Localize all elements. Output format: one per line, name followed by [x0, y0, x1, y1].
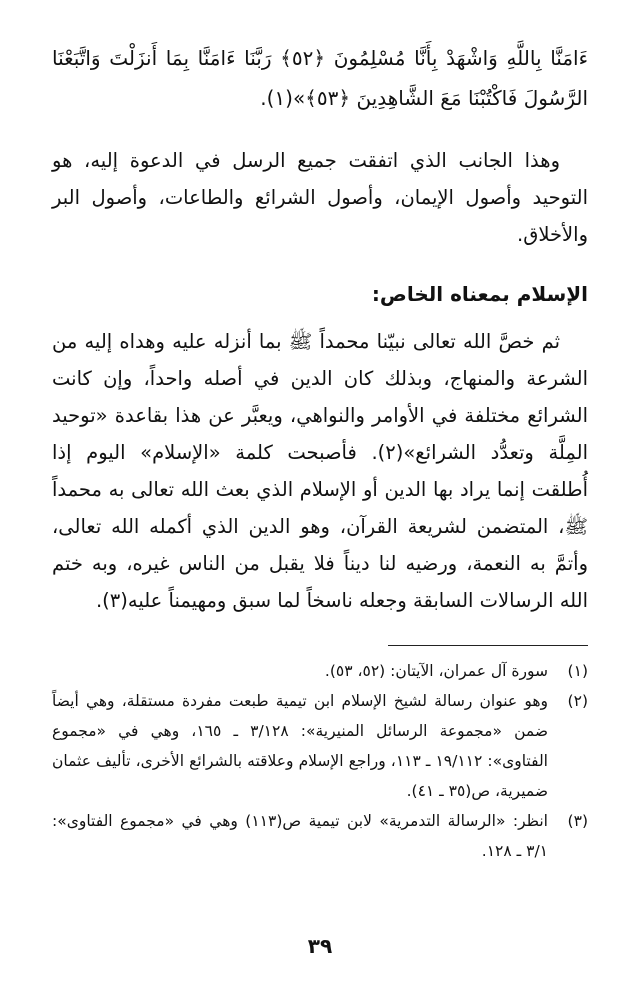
- footnote-number: (١): [567, 662, 588, 680]
- section-heading: الإسلام بمعناه الخاص:: [371, 282, 588, 306]
- footnote-number: (٣): [567, 812, 588, 830]
- footnote-separator: [388, 645, 588, 646]
- footnote-2: [52, 686, 588, 806]
- footnotes-list: [52, 656, 588, 866]
- footnote-3: [52, 806, 588, 866]
- footnote-text: وهو عنوان رسالة لشيخ الإسلام ابن تيمية طبعت مفردة مستقلة، وهي أيضاً ضمن «مجموعة الرسائل المنيرية»: ٣/١٢٨ ـ ١٦٥، وهي في «مجموع الفتاوى»: ١٩/١١٢ ـ ١١٣، وراجع الإسلام وعلاقته بالشرائع الأخرى، تأليف عثمان ضميرية، ص(٣٥ ـ ٤١).: [52, 692, 548, 800]
- footnote-number: (٢): [567, 692, 588, 710]
- footnote-1: [52, 656, 588, 686]
- paragraph-1: وهذا الجانب الذي اتفقت جميع الرسل في الدعوة إليه، هو التوحيد وأصول الإيمان، وأصول الشرائع والطاعات، وأصول البر والأخلاق.: [52, 149, 588, 246]
- footnote-text: انظر: «الرسالة التدمرية» لابن تيمية ص(١١٣) وهي في «مجموع الفتاوى»: ٣/١ ـ ١٢٨.: [52, 812, 548, 860]
- footnote-text: سورة آل عمران، الآيتان: (٥٢، ٥٣).: [324, 662, 548, 680]
- paragraph-2: ثم خصَّ الله تعالى نبيّنا محمداً ﷺ بما أنزله عليه وهداه إليه من الشرعة والمنهاج، وبذلك كان الدين في أصله واحداً، وإن كانت الشرائع مختلفة في الأوامر والنواهي، ويعبَّر عن هذا بقاعدة «توحيد المِلَّة وتعدُّد الشرائع»(٢). فأصبحت كلمة «الإسلام» اليوم إذا أُطلقت إنما يراد بها الدين أو الإسلام الذي بعث الله تعالى به محمداً ﷺ، المتضمن لشريعة القرآن، وهو الدين الذي أكمله الله تعالى، وأتمَّ به النعمة، ورضيه لنا ديناً فلا يقبل من الناس غيره، وبه ختم الله الرسالات السابقة وجعله ناسخاً لما سبق ومهيمناً عليه(٣).: [52, 330, 588, 612]
- book-page: [52, 38, 588, 973]
- page-number: ٣٩: [307, 934, 333, 958]
- quran-verse: ءَامَنَّا بِاللَّهِ وَاشْهَدْ بِأَنَّا مُسْلِمُونَ ﴿٥٢﴾ رَبَّنَا ءَامَنَّا بِمَا أَنزَلْتَ وَاتَّبَعْنَا الرَّسُولَ فَاكْتُبْنَا مَعَ الشَّاهِدِينَ ﴿٥٣﴾»(١).: [52, 46, 588, 110]
